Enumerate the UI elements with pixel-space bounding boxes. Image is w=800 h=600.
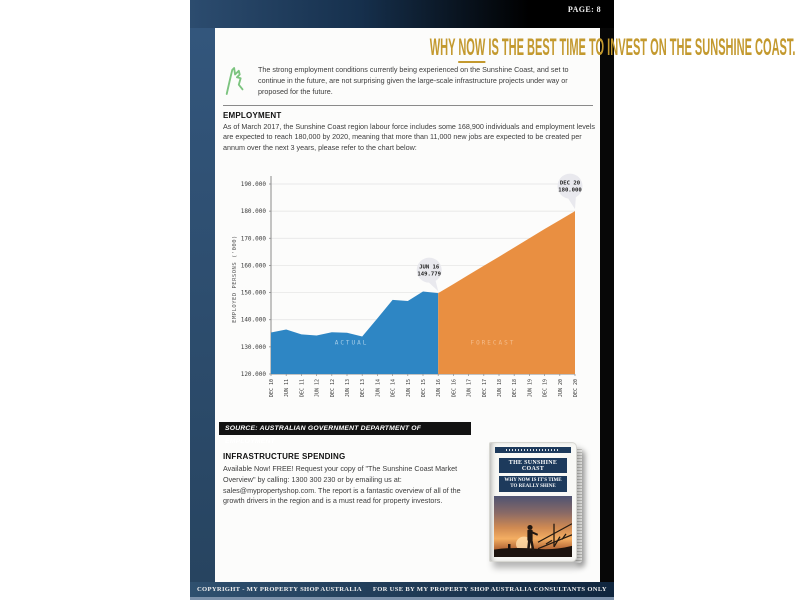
x-tick-label: JUN 13 [345, 379, 351, 398]
title-post: IS THE BEST TIME TO INVEST ON THE SUNSHINE COAST. [485, 34, 796, 61]
title-highlight: NOW [458, 34, 486, 61]
area-actual [271, 291, 438, 374]
y-tick-label: 190.000 [240, 181, 266, 188]
small-figure-silhouette [508, 544, 511, 550]
y-axis-title: EMPLOYED PERSONS ('000) [232, 235, 238, 323]
footer-right-text: FOR USE BY MY PROPERTY SHOP AUSTRALIA CONSULTANTS ONLY [372, 586, 607, 593]
book-cover-photo [494, 496, 572, 557]
callout-date: JUN 16 [419, 264, 440, 271]
book-subtitle: WHY NOW IS IT'S TIME TO REALLY SHINE [499, 476, 567, 492]
report-book [487, 442, 587, 570]
section-divider [223, 105, 593, 106]
employment-body: As of March 2017, the Sunshine Coast region labour force includes some 168,900 individuals and employment levels are expected to reach 180,000 by 2020, meaning that more than 11,000 new jobs are expected to be created per annum over the next 3 years, please refer to the chart below: [223, 122, 595, 152]
x-tick-label: DEC 11 [299, 379, 306, 398]
x-tick-label: JUN 20 [557, 379, 564, 398]
brochure-page [190, 0, 796, 600]
callout-date: DEC 20 [559, 180, 581, 187]
x-tick-label: DEC 17 [481, 379, 488, 398]
x-tick-label: DEC 16 [451, 379, 458, 398]
infrastructure-heading: INFRASTRUCTURE SPENDING [223, 452, 346, 461]
book-title: THE SUNSHINE COAST [499, 458, 567, 473]
x-tick-label: JUN 19 [527, 379, 534, 398]
page-sheet [215, 28, 796, 582]
footer-left-text: COPYRIGHT - MY PROPERTY SHOP AUSTRALIA [197, 586, 362, 593]
x-tick-label: JUN 18 [497, 379, 503, 398]
series-label-forecast: FORECAST [470, 339, 516, 347]
x-tick-label: JUN 16 [436, 379, 443, 398]
infrastructure-body: Available Now! FREE! Request your copy of "The Sunshine Coast Market Overview" by calling: 1300 300 230 or by emailing us at: sales@mypropertyshop.com. The report is a fantastic overview of all of the growth drivers in the region and is a must read for property investors. [223, 464, 461, 506]
employment-heading: EMPLOYMENT [223, 111, 282, 120]
x-tick-label: JUN 15 [405, 379, 412, 398]
top-bar [190, 0, 614, 28]
y-tick-label: 130.000 [240, 343, 266, 351]
y-tick-label: 180.000 [240, 208, 266, 216]
title-pre: WHY [429, 34, 459, 61]
x-tick-label: DEC 10 [269, 379, 275, 398]
callout-value: 180.000 [558, 187, 582, 194]
x-tick-label: DEC 14 [390, 379, 397, 398]
green-sketch-icon [223, 65, 249, 97]
area-forecast [438, 211, 575, 374]
intro-text: The strong employment conditions currently being experienced on the Sunshine Coast, and set to continue in the future, are not surprising given the large-scale infrastructure projects under way or proposed for the future. [258, 65, 569, 96]
main-title-text [430, 34, 796, 62]
x-tick-label: DEC 19 [542, 379, 549, 398]
y-tick-label: 160.000 [240, 262, 266, 270]
x-tick-label: DEC 13 [360, 379, 367, 398]
book-front-cover [489, 442, 577, 562]
y-tick-label: 150.000 [240, 289, 266, 297]
x-tick-label: JUN 11 [284, 379, 291, 398]
x-tick-label: DEC 15 [421, 379, 427, 398]
employment-chart [227, 168, 599, 416]
series-label-actual: ACTUAL [334, 339, 369, 347]
callout-value: 149.779 [417, 271, 441, 278]
employment-chart-svg [227, 168, 599, 416]
x-tick-label: JUN 17 [466, 379, 473, 398]
page-number-label: PAGE: 8 [567, 5, 601, 14]
x-tick-label: DEC 20 [573, 379, 579, 398]
x-tick-label: DEC 12 [329, 379, 336, 398]
footer-bar [190, 582, 614, 597]
y-tick-label: 170.000 [240, 235, 266, 243]
x-tick-label: JUN 14 [375, 379, 382, 398]
main-title [215, 34, 796, 62]
y-tick-label: 120.000 [240, 371, 266, 378]
book-top-band [495, 447, 571, 453]
intro-block [223, 65, 595, 97]
left-frame-band [190, 28, 215, 582]
chart-source-bar: SOURCE: AUSTRALIAN GOVERNMENT DEPARTMENT OF EMPLOYMENT [219, 422, 471, 435]
x-tick-label: DEC 18 [512, 379, 519, 398]
right-frame-band [600, 28, 614, 582]
y-tick-label: 140.000 [240, 316, 266, 324]
x-tick-label: JUN 12 [314, 379, 321, 398]
